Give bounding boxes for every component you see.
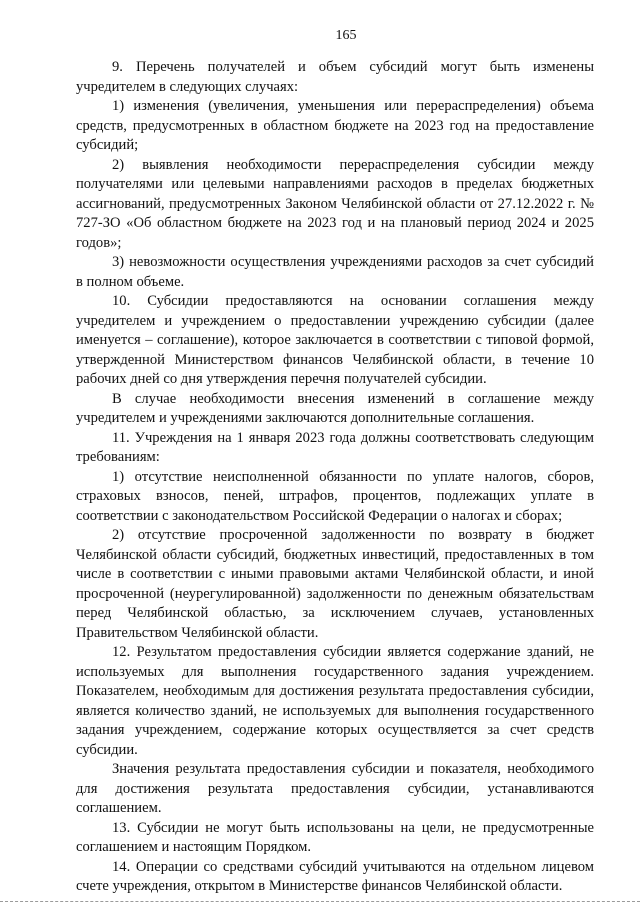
paragraph-11-item-1: 1) отсутствие неисполненной обязанности по уплате налогов, сборов, страховых взносов, пеней, штрафов, процентов, подлежащих уплате в соответствии с законодательством Российской Федерации о налогах и сборах; [76,468,594,524]
paragraph-10: 10. Субсидии предоставляются на основании соглашения между учредителем и учреждением о предоставлении учреждению субсидии (далее именуется – соглашение), которое заключается в соответствии с типовой формой, утвержденной Министерством финансов Челябинской области, в течение 10 рабочих дней со дня утверждения перечня получателей субсидии. [76,293,594,387]
document-body [76,58,594,897]
paragraph-10-amendments: В случае необходимости внесения изменений в соглашение между учредителем и учреждениями заключаются дополнительные соглашения. [76,390,594,426]
page-bottom-edge [0,901,640,902]
paragraph-11: 11. Учреждения на 1 января 2023 года должны соответствовать следующим требованиям: [76,429,594,465]
paragraph-9-item-2: 2) выявления необходимости перераспределения субсидии между получателями или целевыми направлениями расходов в пределах бюджетных ассигнований, предусмотренных Законом Челябинской области от 27.12.2022 г. № 727-ЗО «Об областном бюджете на 2023 год и на плановый период 2024 и 2025 годов»; [76,156,594,251]
page-number: 165 [335,28,357,43]
paragraph-12-values: Значения результата предоставления субсидии и показателя, необходимого для достижения результата предоставления субсидии, устанавливаются соглашением. [76,761,594,816]
paragraph-9-item-3: 3) невозможности осуществления учреждениями расходов за счет субсидий в полном объеме. [76,254,594,290]
paragraph-9-item-1: 1) изменения (увеличения, уменьшения или перераспределения) объема средств, предусмотренных в областном бюджете на 2023 год на предоставление субсидий; [76,98,594,153]
paragraph-9: 9. Перечень получателей и объем субсидий могут быть изменены учредителем в следующих случаях: [76,59,594,95]
paragraph-13: 13. Субсидии не могут быть использованы на цели, не предусмотренные соглашением и настоящим Порядком. [76,819,594,855]
paragraph-12: 12. Результатом предоставления субсидии является содержание зданий, не используемых для выполнения государственного задания учреждением. Показателем, необходимым для достижения результата предоставления субсидии, является количество зданий, не используемых для выполнения государственного задания учреждением, содержание которых осуществляется за счет средств субсидии. [76,644,594,758]
paragraph-14: 14. Операции со средствами субсидий учитываются на отдельном лицевом счете учреждения, открытом в Министерстве финансов Челябинской области. [76,858,594,894]
paragraph-11-item-2: 2) отсутствие просроченной задолженности по возврату в бюджет Челябинской области субсидий, бюджетных инвестиций, предоставленных в том числе в соответствии с иными правовыми актами Челябинской области, и иной просроченной (неурегулированной) задолженности по денежным обязательствам перед Челябинской областью, за исключением случаев, установленных Правительством Челябинской области. [76,527,594,641]
